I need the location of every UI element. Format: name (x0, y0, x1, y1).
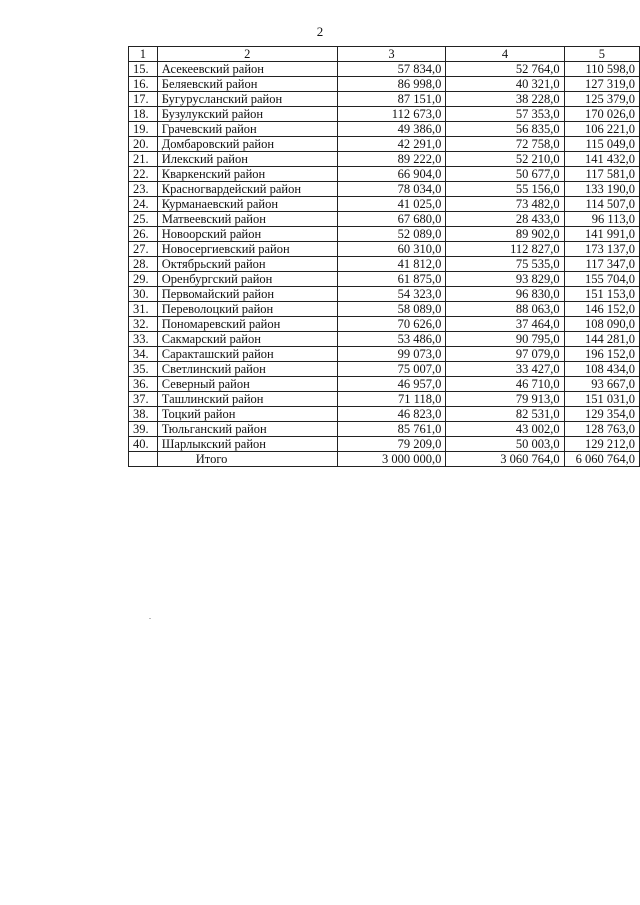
col-3-value: 46 957,0 (337, 377, 446, 392)
col-5-value: 125 379,0 (564, 92, 639, 107)
table-row (129, 437, 640, 452)
row-number: 26. (129, 227, 158, 242)
row-number: 20. (129, 137, 158, 152)
district-name: Бугурусланский район (157, 92, 337, 107)
table-row (129, 62, 640, 77)
col-3-value: 112 673,0 (337, 107, 446, 122)
col-5-value: 108 434,0 (564, 362, 639, 377)
row-number: 25. (129, 212, 158, 227)
district-name: Пономаревский район (157, 317, 337, 332)
row-number: 40. (129, 437, 158, 452)
table-row (129, 152, 640, 167)
col-4-value: 73 482,0 (446, 197, 564, 212)
col-4-value: 82 531,0 (446, 407, 564, 422)
district-name: Северный район (157, 377, 337, 392)
row-number: 35. (129, 362, 158, 377)
col-3-value: 71 118,0 (337, 392, 446, 407)
row-number: 22. (129, 167, 158, 182)
col-4-value: 38 228,0 (446, 92, 564, 107)
table-row (129, 257, 640, 272)
col-3-value: 46 823,0 (337, 407, 446, 422)
header-col-4: 4 (446, 47, 564, 62)
row-number: 39. (129, 422, 158, 437)
row-number: 19. (129, 122, 158, 137)
col-5-value: 151 031,0 (564, 392, 639, 407)
row-number: 24. (129, 197, 158, 212)
table-row (129, 107, 640, 122)
table-row (129, 377, 640, 392)
district-name: Домбаровский район (157, 137, 337, 152)
district-name: Октябрьский район (157, 257, 337, 272)
district-name: Оренбургский район (157, 272, 337, 287)
col-3-value: 41 025,0 (337, 197, 446, 212)
col-4-value: 93 829,0 (446, 272, 564, 287)
district-name: Бузулукский район (157, 107, 337, 122)
col-4-value: 37 464,0 (446, 317, 564, 332)
col-5-value: 106 221,0 (564, 122, 639, 137)
col-5-value: 127 319,0 (564, 77, 639, 92)
col-5-value: 129 212,0 (564, 437, 639, 452)
row-number: 16. (129, 77, 158, 92)
district-name: Курманаевский район (157, 197, 337, 212)
col-3-value: 79 209,0 (337, 437, 446, 452)
col-3-value: 42 291,0 (337, 137, 446, 152)
col-3-value: 54 323,0 (337, 287, 446, 302)
col-4-value: 56 835,0 (446, 122, 564, 137)
row-number: 30. (129, 287, 158, 302)
col-3-value: 41 812,0 (337, 257, 446, 272)
district-name: Новосергиевский район (157, 242, 337, 257)
col-5-value: 133 190,0 (564, 182, 639, 197)
row-number: 23. (129, 182, 158, 197)
col-4-value: 33 427,0 (446, 362, 564, 377)
col-3-value: 67 680,0 (337, 212, 446, 227)
row-number: 33. (129, 332, 158, 347)
table-row (129, 392, 640, 407)
district-name: Новоорский район (157, 227, 337, 242)
table-row (129, 182, 640, 197)
col-3-value: 57 834,0 (337, 62, 446, 77)
district-name: Илекский район (157, 152, 337, 167)
total-row (129, 452, 640, 467)
col-4-value: 89 902,0 (446, 227, 564, 242)
table-row (129, 272, 640, 287)
col-4-value: 50 677,0 (446, 167, 564, 182)
district-name: Матвеевский район (157, 212, 337, 227)
col-5-value: 93 667,0 (564, 377, 639, 392)
district-name: Светлинский район (157, 362, 337, 377)
district-name: Тюльганский район (157, 422, 337, 437)
col-4-value: 97 079,0 (446, 347, 564, 362)
district-name: Красногвардейский район (157, 182, 337, 197)
district-name: Кваркенский район (157, 167, 337, 182)
row-number: 37. (129, 392, 158, 407)
col-3-value: 89 222,0 (337, 152, 446, 167)
col-3-value: 85 761,0 (337, 422, 446, 437)
row-number: 31. (129, 302, 158, 317)
col-5-value: 96 113,0 (564, 212, 639, 227)
table-row (129, 197, 640, 212)
total-label: Итого (157, 452, 337, 467)
col-3-value: 66 904,0 (337, 167, 446, 182)
total-col-5: 6 060 764,0 (564, 452, 639, 467)
district-table (128, 46, 640, 467)
row-number: 32. (129, 317, 158, 332)
row-number: 28. (129, 257, 158, 272)
col-5-value: 141 432,0 (564, 152, 639, 167)
table-row (129, 332, 640, 347)
col-3-value: 58 089,0 (337, 302, 446, 317)
col-5-value: 115 049,0 (564, 137, 639, 152)
table-row (129, 422, 640, 437)
col-3-value: 49 386,0 (337, 122, 446, 137)
col-3-value: 87 151,0 (337, 92, 446, 107)
col-4-value: 88 063,0 (446, 302, 564, 317)
total-number-cell (129, 452, 158, 467)
col-5-value: 141 991,0 (564, 227, 639, 242)
table-row (129, 137, 640, 152)
col-4-value: 90 795,0 (446, 332, 564, 347)
col-5-value: 128 763,0 (564, 422, 639, 437)
col-5-value: 146 152,0 (564, 302, 639, 317)
col-5-value: 151 153,0 (564, 287, 639, 302)
col-3-value: 99 073,0 (337, 347, 446, 362)
col-4-value: 28 433,0 (446, 212, 564, 227)
col-5-value: 110 598,0 (564, 62, 639, 77)
page-number: 2 (316, 24, 324, 39)
col-4-value: 52 210,0 (446, 152, 564, 167)
col-4-value: 112 827,0 (446, 242, 564, 257)
col-5-value: 155 704,0 (564, 272, 639, 287)
col-3-value: 75 007,0 (337, 362, 446, 377)
col-3-value: 86 998,0 (337, 77, 446, 92)
col-3-value: 78 034,0 (337, 182, 446, 197)
table-row (129, 242, 640, 257)
district-name: Беляевский район (157, 77, 337, 92)
header-col-2: 2 (157, 47, 337, 62)
row-number: 15. (129, 62, 158, 77)
row-number: 18. (129, 107, 158, 122)
table-row (129, 302, 640, 317)
row-number: 34. (129, 347, 158, 362)
table-header-row (129, 47, 640, 62)
col-4-value: 46 710,0 (446, 377, 564, 392)
row-number: 17. (129, 92, 158, 107)
col-4-value: 72 758,0 (446, 137, 564, 152)
col-4-value: 96 830,0 (446, 287, 564, 302)
table-row (129, 227, 640, 242)
district-name: Переволоцкий район (157, 302, 337, 317)
col-4-value: 52 764,0 (446, 62, 564, 77)
row-number: 21. (129, 152, 158, 167)
row-number: 36. (129, 377, 158, 392)
header-col-1: 1 (129, 47, 158, 62)
col-4-value: 55 156,0 (446, 182, 564, 197)
table-row (129, 362, 640, 377)
scan-speck (149, 618, 151, 619)
table-row (129, 122, 640, 137)
district-name: Асекеевский район (157, 62, 337, 77)
table-row (129, 347, 640, 362)
table-row (129, 287, 640, 302)
row-number: 29. (129, 272, 158, 287)
col-3-value: 70 626,0 (337, 317, 446, 332)
col-5-value: 108 090,0 (564, 317, 639, 332)
table-row (129, 317, 640, 332)
col-5-value: 196 152,0 (564, 347, 639, 362)
col-5-value: 144 281,0 (564, 332, 639, 347)
header-col-3: 3 (337, 47, 446, 62)
district-name: Саракташский район (157, 347, 337, 362)
table-row (129, 77, 640, 92)
col-3-value: 53 486,0 (337, 332, 446, 347)
district-name: Тоцкий район (157, 407, 337, 422)
table-row (129, 407, 640, 422)
col-4-value: 57 353,0 (446, 107, 564, 122)
table-row (129, 212, 640, 227)
col-5-value: 173 137,0 (564, 242, 639, 257)
district-name: Ташлинский район (157, 392, 337, 407)
col-3-value: 52 089,0 (337, 227, 446, 242)
district-name: Грачевский район (157, 122, 337, 137)
district-name: Шарлыкский район (157, 437, 337, 452)
col-5-value: 117 347,0 (564, 257, 639, 272)
table-row (129, 167, 640, 182)
col-4-value: 75 535,0 (446, 257, 564, 272)
row-number: 38. (129, 407, 158, 422)
col-5-value: 114 507,0 (564, 197, 639, 212)
col-4-value: 43 002,0 (446, 422, 564, 437)
total-col-3: 3 000 000,0 (337, 452, 446, 467)
col-3-value: 60 310,0 (337, 242, 446, 257)
col-4-value: 40 321,0 (446, 77, 564, 92)
total-col-4: 3 060 764,0 (446, 452, 564, 467)
col-4-value: 79 913,0 (446, 392, 564, 407)
col-5-value: 170 026,0 (564, 107, 639, 122)
col-5-value: 129 354,0 (564, 407, 639, 422)
row-number: 27. (129, 242, 158, 257)
header-col-5: 5 (564, 47, 639, 62)
col-3-value: 61 875,0 (337, 272, 446, 287)
col-4-value: 50 003,0 (446, 437, 564, 452)
table-row (129, 92, 640, 107)
col-5-value: 117 581,0 (564, 167, 639, 182)
district-name: Сакмарский район (157, 332, 337, 347)
district-name: Первомайский район (157, 287, 337, 302)
